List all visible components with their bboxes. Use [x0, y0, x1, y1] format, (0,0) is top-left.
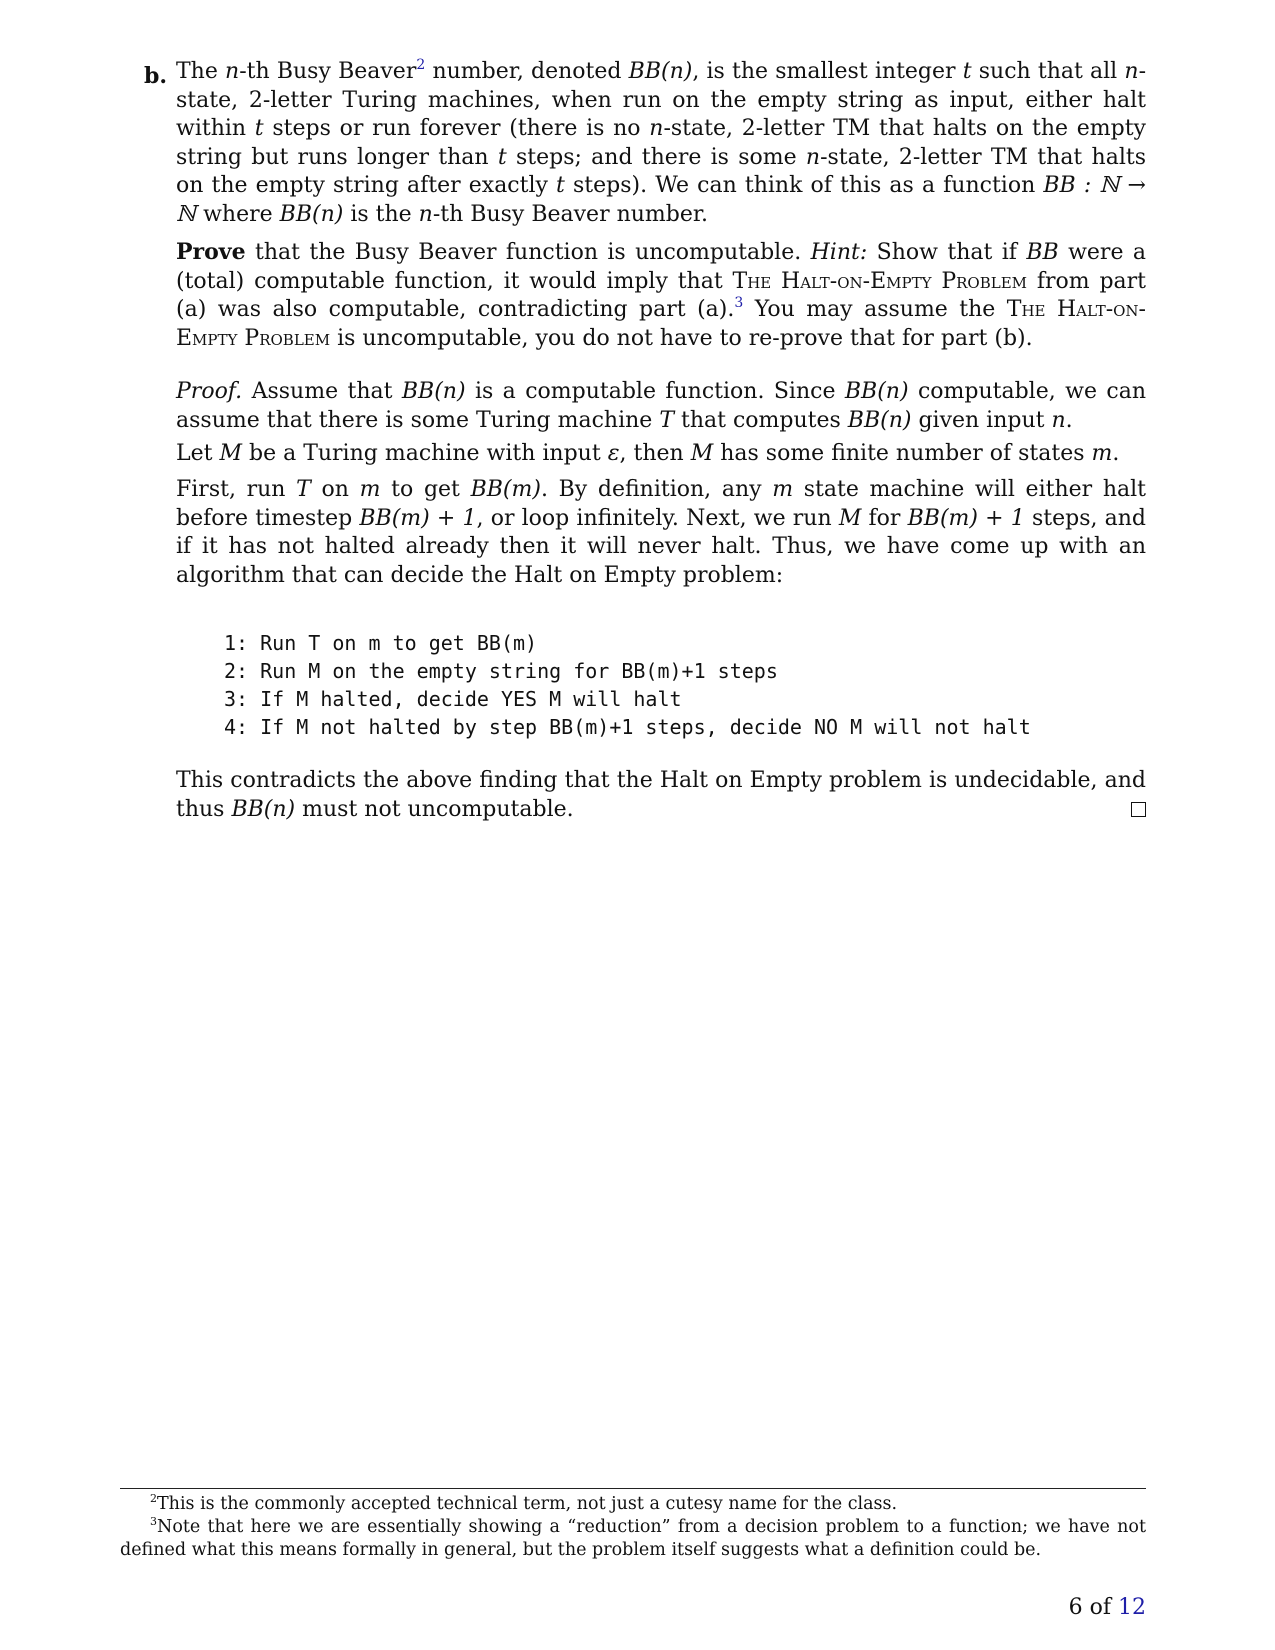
- footnote-rule: [120, 1488, 1146, 1489]
- total-pages-link[interactable]: 12: [1118, 1595, 1146, 1620]
- qed-box-icon: [1131, 802, 1146, 817]
- proof-paragraph-2: Let M be a Turing machine with input ε, then M has some finite number of states m.: [176, 441, 1120, 466]
- footnote-2: $^2$This is the commonly accepted technical term, not just a cutesy name for the class.: [150, 1492, 898, 1514]
- footnote-ref-2[interactable]: 2: [416, 57, 426, 73]
- busy-beaver-definition: The n-th Busy Beaver$^2$ number, denoted BB(n), is the smallest integer t such that all n-state, 2-letter Turing machines, when run on the empty string as input, either halt within t steps or run forever (there is no n-state, 2-letter TM that halts on the empty string but runs longer than t steps; and there is some n-state, 2-letter TM that halts on the empty string after exactly t steps). We can think of this as a function BB : ℕ → ℕ where BB(n) is the n-th Busy Beaver number.: [176, 57, 1146, 227]
- proof-conclusion: This contradicts the above finding that the Halt on Empty problem is undecidable, and thus BB(n) must not uncomputable.: [176, 768, 1146, 822]
- footnote-ref-3[interactable]: 3: [734, 295, 744, 311]
- algorithm-line-2: 2: Run M on the empty string for BB(m)+1 steps: [224, 659, 778, 683]
- algorithm-line-3: 3: If M halted, decide YES M will halt: [224, 687, 682, 711]
- proof-paragraph-3: First, run T on m to get BB(m). By definition, any m state machine will either halt before timestep BB(m) + 1, or loop infinitely. Next, we run M for BB(m) + 1 steps, and if it has not halted already then it will never halt. Thus, we have come up with an algorithm that can decide the Halt on Empty problem:: [176, 477, 1147, 588]
- problem-statement: Prove that the Busy Beaver function is uncomputable. Hint: Show that if BB were a (total) computable function, it would imply that The Halt-on-Empty Problem from part (a) was also computable, contradicting part (a).$^3$ You may assume the The Halt-on-Empty Problem is uncomputable, you do not have to re-prove that for part (b).: [176, 239, 1146, 351]
- proof-paragraph-1: Proof. Assume that BB(n) is a computable function. Since BB(n) computable, we can assume that there is some Turing machine T that computes BB(n) given input n.: [176, 379, 1146, 433]
- part-label: b.: [144, 63, 168, 89]
- algorithm-line-4: 4: If M not halted by step BB(m)+1 steps, decide NO M will not halt: [224, 715, 1031, 739]
- footnote-3: $^3$Note that here we are essentially showing a “reduction” from a decision problem to a function; we have not defined what this means formally in general, but the problem itself suggests what a definition could be.: [120, 1515, 1146, 1560]
- page-number: 6 of 12: [1068, 1595, 1146, 1620]
- algorithm-line-1: 1: Run T on m to get BB(m): [224, 631, 538, 655]
